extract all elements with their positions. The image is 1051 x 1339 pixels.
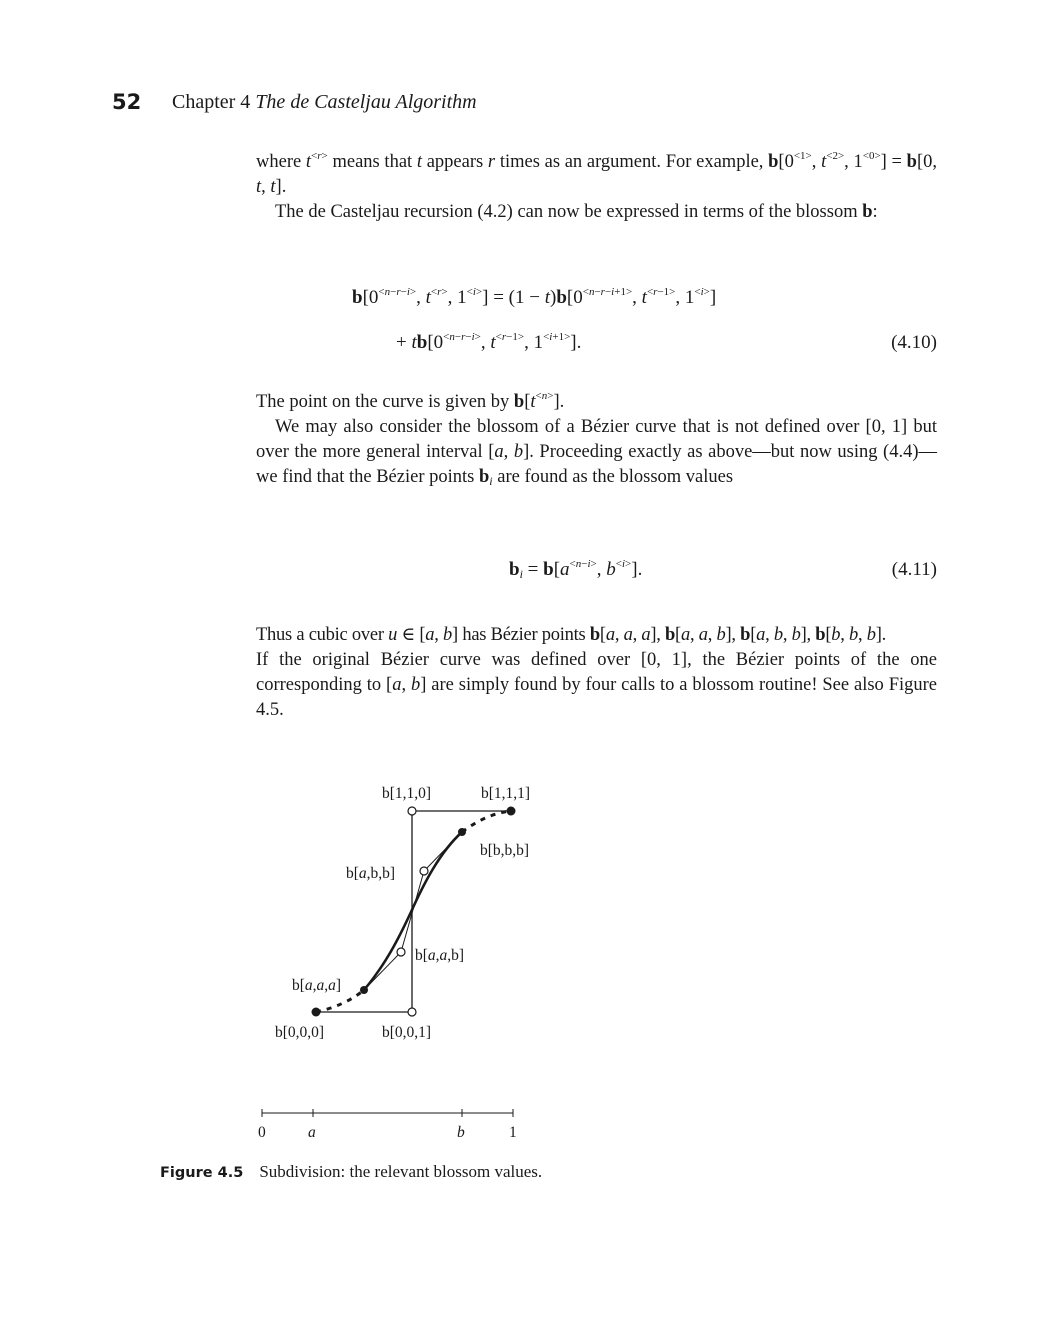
label-b110: b[1,1,0] — [382, 785, 432, 802]
figure-number: Figure 4.5 — [160, 1165, 244, 1181]
point-b111 — [507, 807, 516, 816]
equation-4-10-line-1: $b[0^{<n-r-i>}$, $t^{<r>}$, $1^{<i>}] = (1 - t)b[0^{<n-r-i+1>}$, $t^{<r-1>}$, $1^{<i>}$] — [352, 286, 717, 308]
figure-caption — [160, 1162, 542, 1182]
page-number: 52 — [112, 90, 142, 114]
label-babb: b[a,b,b] — [346, 865, 396, 882]
curve-dashed-upper — [462, 811, 510, 832]
paragraph-2: The de Casteljau recursion (4.2) can now be expressed in terms of the blossom b: — [275, 202, 878, 222]
axis-label-a: a — [308, 1124, 316, 1141]
sub-control-polygon — [364, 832, 465, 990]
paragraph-4: We may also consider the blossom of a Bézier curve that is not defined over [0, 1] but over the more general interval [a, b]. Proceeding exactly as above—but now using (4.4)—we find that the Bézier points $b_i$ are found as the blossom values — [256, 417, 938, 488]
chapter-label: Chapter 4 — [172, 91, 251, 113]
equation-4-11: $b_i = b[a^{<n-i>}$, $b^{<i>}$]. — [509, 558, 643, 581]
label-b000: b[0,0,0] — [275, 1024, 325, 1041]
paragraph-5: Thus a cubic over u ∈ [a, b] has Bézier points b[a, a, a], b[a, a, b], b[a, b, b], b[b, b, b]. — [256, 625, 887, 645]
point-bbbb — [458, 828, 466, 836]
paragraph-1: where $t^{<r>}$ means that t appears r times as an argument. For example, $b[0^{<1>}$, $t^{<2>}$, $1^{<0>}] = b[0$, t, t]. — [256, 150, 937, 197]
point-b110 — [408, 807, 416, 815]
equation-4-11-number: (4.11) — [891, 559, 937, 580]
point-baab — [397, 948, 405, 956]
point-babb — [420, 867, 428, 875]
paragraph-3: The point on the curve is given by $b[t^{<n>}]$. — [256, 390, 565, 412]
label-b001: b[0,0,1] — [382, 1024, 432, 1041]
label-bbbb: b[b,b,b] — [480, 842, 530, 859]
point-baaa — [360, 986, 368, 994]
chapter-title: The de Casteljau Algorithm — [255, 91, 477, 113]
label-baab: b[a,a,b] — [415, 947, 465, 964]
point-b001 — [408, 1008, 416, 1016]
paragraph-5-cont: If the original Bézier curve was defined over [0, 1], the Bézier points of the one corresponding to [a, b] are simply found by four calls to a blossom routine! See also Figure 4.5. — [256, 650, 937, 720]
axis-label-1: 1 — [509, 1124, 517, 1141]
axis-label-b: b — [457, 1124, 465, 1141]
point-b000 — [312, 1008, 321, 1017]
axis-label-0: 0 — [258, 1124, 266, 1141]
label-b111: b[1,1,1] — [481, 785, 531, 802]
figure-caption-text: Subdivision: the relevant blossom values. — [259, 1162, 543, 1181]
equation-4-10-number: (4.10) — [891, 332, 937, 353]
equation-4-10-line-2: + $tb[0^{<n-r-i>}$, $t^{<r-1>}$, $1^{<i+1>}$]. — [396, 331, 582, 353]
label-baaa: b[a,a,a] — [292, 977, 342, 994]
